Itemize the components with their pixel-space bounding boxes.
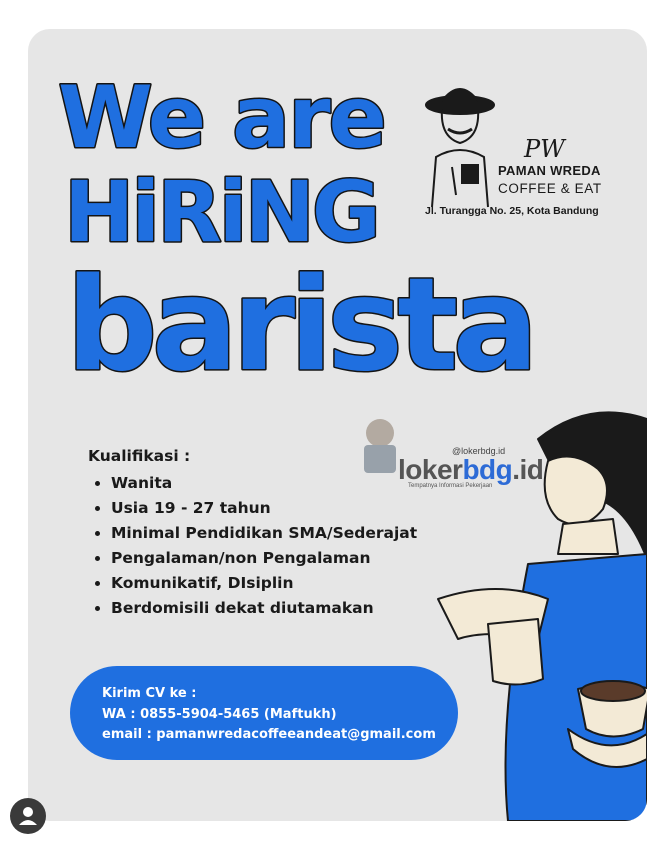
brand-subtitle: COFFEE & EAT xyxy=(498,181,602,196)
contact-whatsapp: WA : 0855-5904-5465 (Maftukh) xyxy=(102,706,337,722)
headline-we-are: We are xyxy=(58,68,385,168)
headline-hiring: HiRiNG xyxy=(64,163,378,261)
user-avatar-icon xyxy=(10,798,46,834)
watermark-brand: lokerbdg.id xyxy=(398,454,544,485)
list-item: • Pengalaman/non Pengalaman xyxy=(111,546,448,571)
contact-title: Kirim CV ke : xyxy=(102,686,197,701)
barista-woman-icon xyxy=(388,389,647,821)
headline-barista: barista xyxy=(66,251,533,400)
user-avatar[interactable] xyxy=(10,798,46,834)
contact-text xyxy=(102,684,436,746)
list-item: • Wanita xyxy=(111,471,448,496)
list-item: • Minimal Pendidikan SMA/Sederajat xyxy=(111,521,448,546)
watermark-tagline: Tempatnya Informasi Pekerjaan xyxy=(408,483,493,489)
brand-address: Jl. Turangga No. 25, Kota Bandung xyxy=(425,205,599,217)
brand-monogram: PW xyxy=(524,135,565,163)
barista-woman-illustration xyxy=(388,389,647,821)
list-item: • Berdomisili dekat diutamakan xyxy=(111,596,448,621)
list-item: • Komunikatif, DIsiplin xyxy=(111,571,448,596)
list-item: • Usia 19 - 27 tahun xyxy=(111,496,448,521)
qualifications-title: Kualifikasi : xyxy=(88,447,191,465)
brand-name: PAMAN WREDA xyxy=(498,163,601,178)
poster-card xyxy=(28,29,647,821)
contact-email: email : pamanwredacoffeeandeat@gmail.com xyxy=(102,727,436,742)
watermark-handle: @lokerbdg.id xyxy=(452,446,506,456)
